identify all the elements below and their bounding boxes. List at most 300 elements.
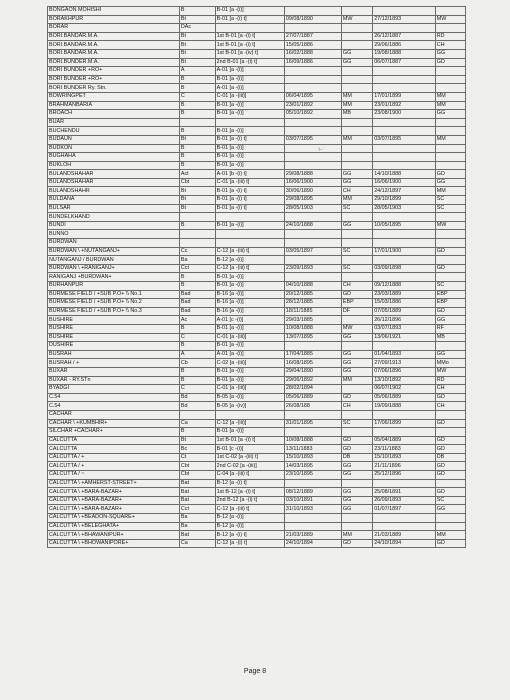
table-cell: DAc [179, 24, 215, 33]
table-cell: 24/12/1897 [373, 187, 436, 196]
table-cell: GG [341, 170, 372, 179]
table-cell: 1st B-12 [a -(i) t] [215, 488, 284, 497]
table-cell: MM [341, 135, 372, 144]
table-cell: 21/11/1896 [373, 462, 436, 471]
table-cell: CH [435, 385, 465, 394]
table-cell: C-12 [a -(iii) t] [215, 264, 284, 273]
table-cell: GD [435, 419, 465, 428]
table-row [48, 7, 466, 16]
table-cell: BULSAR [48, 204, 180, 213]
table-cell: BORI BUNDER Ry. Stn. [48, 84, 180, 93]
table-cell: 09/08/1890 [284, 15, 341, 24]
table-cell [435, 479, 465, 488]
table-cell: MM [341, 92, 372, 101]
table-cell [435, 514, 465, 523]
table-cell: B-01 [a -(i)] [215, 282, 284, 291]
table-cell: GG [341, 505, 372, 514]
table-cell: C-02 [a -(iii)] [215, 359, 284, 368]
table-cell: B-05 [a -(iv)] [215, 402, 284, 411]
table-cell [435, 273, 465, 282]
table-cell: GG [341, 367, 372, 376]
table-cell: BROACH [48, 110, 180, 119]
table-row [48, 350, 466, 359]
table-cell: A [179, 67, 215, 76]
table-cell: SC [341, 264, 372, 273]
table-cell: GD [435, 170, 465, 179]
table-cell: SC [341, 204, 372, 213]
table-cell: GG [435, 505, 465, 514]
table-cell: 27/09/1913 [373, 359, 436, 368]
table-cell: 21/03/1889 [373, 531, 436, 540]
table-row [48, 342, 466, 351]
table-cell [341, 75, 372, 84]
table-cell [341, 522, 372, 531]
table-row [48, 436, 466, 445]
table-cell: SC [435, 196, 465, 205]
table-cell: EBP [435, 299, 465, 308]
table-cell: BURHANPUR [48, 282, 180, 291]
table-row [48, 187, 466, 196]
table-cell: Ba [179, 514, 215, 523]
table-cell: BUNDELKHAND [48, 213, 180, 222]
table-cell: CH [435, 402, 465, 411]
table-cell: MW [435, 221, 465, 230]
table-cell [435, 522, 465, 531]
table-cell: GD [435, 264, 465, 273]
table-cell: BUSRAH [48, 350, 180, 359]
table-cell: 17/01/1899 [373, 92, 436, 101]
table-cell: 2nd B-01 [a -(i) t] [215, 58, 284, 67]
table-cell [435, 213, 465, 222]
table-row [48, 393, 466, 402]
table-cell [373, 239, 436, 248]
table-cell: GD [341, 290, 372, 299]
table-cell: B-01 [a -(i)] [215, 161, 284, 170]
table-cell: Bt [179, 49, 215, 58]
table-cell: 19/08/1888 [373, 49, 436, 58]
table-cell: 28/05/1903 [373, 204, 436, 213]
table-cell: GG [341, 350, 372, 359]
table-cell: MM [341, 531, 372, 540]
table-row [48, 101, 466, 110]
table-cell: GG [435, 110, 465, 119]
table-cell: BURMESE FIELD / +SUB P.O+ \\ No.3 [48, 307, 180, 316]
table-cell: 26/12/1896 [373, 316, 436, 325]
table-cell: GG [341, 333, 372, 342]
table-cell: BOWRINGPET [48, 92, 180, 101]
table-cell [341, 153, 372, 162]
table-cell: RANIGANJ +BURDWAN+ [48, 273, 180, 282]
table-cell [341, 161, 372, 170]
table-cell [341, 385, 372, 394]
table-cell: C-12 [a -(iii)] [215, 419, 284, 428]
table-cell: B [179, 84, 215, 93]
table-cell: BUSRAH / + [48, 359, 180, 368]
table-cell: Bat [179, 488, 215, 497]
table-cell [435, 144, 465, 153]
table-cell: GG [341, 178, 372, 187]
table-row [48, 531, 466, 540]
table-row [48, 316, 466, 325]
table-cell [435, 230, 465, 239]
table-cell: B-12 [a -(i)] [215, 256, 284, 265]
table-row [48, 264, 466, 273]
table-cell: BUDAUN [48, 135, 180, 144]
table-cell: 24/10/1888 [284, 221, 341, 230]
table-cell: Bat [179, 479, 215, 488]
table-row [48, 230, 466, 239]
table-row [48, 273, 466, 282]
table-cell: NUTANGANJ / BURDWAN [48, 256, 180, 265]
table-cell [373, 84, 436, 93]
table-cell: BORI.BANDAR.M.A. [48, 41, 180, 50]
table-row [48, 428, 466, 437]
table-cell [215, 239, 284, 248]
table-cell: EBP [435, 290, 465, 299]
table-cell: BUNNO [48, 230, 180, 239]
table-cell: SC [435, 204, 465, 213]
table-cell: 17/06/1899 [373, 419, 436, 428]
table-cell: B [179, 7, 215, 16]
table-cell: B-01 [a -(i)] [215, 342, 284, 351]
table-cell: 10/08/1888 [284, 324, 341, 333]
table-cell: GG [435, 178, 465, 187]
table-cell: 25/12/1896 [373, 471, 436, 480]
table-cell: 20/12/1885 [284, 290, 341, 299]
table-row [48, 471, 466, 480]
table-cell [179, 239, 215, 248]
table-cell: 1st B-01 [a -(i) t] [215, 436, 284, 445]
table-cell: B [179, 324, 215, 333]
table-cell [373, 7, 436, 16]
table-cell [284, 410, 341, 419]
table-row [48, 282, 466, 291]
table-cell: Cb [179, 359, 215, 368]
table-cell: BONGAON MOHISHI [48, 7, 180, 16]
table-cell: B-01 [a -(i)] [215, 324, 284, 333]
table-cell: C [179, 333, 215, 342]
table-row [48, 488, 466, 497]
table-cell: 03/10/1891 [284, 496, 341, 505]
table-cell: B-01 [a -(i) t] [215, 187, 284, 196]
table-row [48, 84, 466, 93]
table-cell: 16/08/1895 [284, 359, 341, 368]
table-cell: 15/05/1886 [284, 41, 341, 50]
table-cell: 16/02/1888 [284, 49, 341, 58]
table-row [48, 307, 466, 316]
table-row [48, 367, 466, 376]
table-row [48, 135, 466, 144]
table-cell [435, 127, 465, 136]
table-cell [373, 161, 436, 170]
table-cell: 29/03/1885 [284, 316, 341, 325]
table-cell: CALCUTTA [48, 445, 180, 454]
table-cell: GG [341, 471, 372, 480]
table-cell: 27/12/1893 [373, 15, 436, 24]
table-cell [284, 428, 341, 437]
table-row [48, 75, 466, 84]
table-cell: BULANDSHAHAR [48, 178, 180, 187]
table-cell: 16/06/1900 [373, 178, 436, 187]
table-cell: 2nd B-12 [a -(i) t] [215, 496, 284, 505]
table-cell: GD [435, 393, 465, 402]
table-cell: B [179, 110, 215, 119]
table-cell: 30/06/1890 [284, 187, 341, 196]
table-cell: B [179, 101, 215, 110]
table-cell [284, 7, 341, 16]
table-cell: BURDWAN \ +RANIGANJ+ [48, 264, 180, 273]
table-cell [341, 342, 372, 351]
table-cell [373, 514, 436, 523]
table-cell: Cbt [179, 462, 215, 471]
table-cell [284, 256, 341, 265]
table-row [48, 118, 466, 127]
table-cell: 13/11/1883 [284, 445, 341, 454]
table-cell [435, 410, 465, 419]
table-cell: 31/01/1895 [284, 419, 341, 428]
table-cell: 13/07/1895 [284, 333, 341, 342]
table-row [48, 110, 466, 119]
table-cell [373, 75, 436, 84]
table-cell [341, 118, 372, 127]
table-cell: BURDWAN [48, 239, 180, 248]
table-cell [341, 410, 372, 419]
table-cell [284, 161, 341, 170]
table-cell: GD [341, 445, 372, 454]
table-cell [284, 84, 341, 93]
table-cell: 06/07/1902 [373, 385, 436, 394]
table-cell: B [179, 428, 215, 437]
table-cell: 18/11/1885 [284, 307, 341, 316]
table-cell [341, 41, 372, 50]
table-cell: BUCHENDU [48, 127, 180, 136]
table-row [48, 196, 466, 205]
table-cell: B [179, 282, 215, 291]
table-cell: 1st B-01 [a -(i) t] [215, 32, 284, 41]
table-cell: BUSHIRE [48, 324, 180, 333]
table-cell: MM [341, 196, 372, 205]
table-row [48, 221, 466, 230]
table-cell: CALCUTTA \ +BARA-BAZAR+ [48, 488, 180, 497]
table-row [48, 204, 466, 213]
table-cell: CALCUTTA \ +BARA-BAZAR+ [48, 496, 180, 505]
table-cell: 09/12/1888 [373, 282, 436, 291]
table-cell: B-16 [a -(i)] [215, 307, 284, 316]
table-cell: BULDANA [48, 196, 180, 205]
table-row [48, 522, 466, 531]
table-cell: B [179, 75, 215, 84]
table-cell: 23/03/1889 [373, 290, 436, 299]
table-cell: BUXAR - RY.STn [48, 376, 180, 385]
table-cell: Ca [179, 539, 215, 548]
table-cell [341, 32, 372, 41]
table-cell: Bad [179, 299, 215, 308]
table-row [48, 32, 466, 41]
table-cell [284, 75, 341, 84]
table-cell [373, 230, 436, 239]
table-cell: C [179, 92, 215, 101]
table-cell: Bd [179, 393, 215, 402]
table-cell: CALCUTTA \ +BHAWANIPUR+ [48, 531, 180, 540]
table-cell: C-01 [a -(iii) t] [215, 178, 284, 187]
table-cell: BORAR [48, 24, 180, 33]
table-cell: MM [435, 187, 465, 196]
table-row [48, 213, 466, 222]
table-cell [373, 428, 436, 437]
table-cell: Cbt [179, 178, 215, 187]
table-row [48, 178, 466, 187]
table-cell: SC [435, 282, 465, 291]
table-row [48, 256, 466, 265]
table-cell: GD [341, 436, 372, 445]
table-cell: Bt [179, 204, 215, 213]
table-cell: Bc [179, 445, 215, 454]
table-cell: CH [341, 187, 372, 196]
table-cell: B-12 [a -(i)] [215, 522, 284, 531]
table-cell: BYADGI [48, 385, 180, 394]
table-row [48, 92, 466, 101]
table-cell: 10/08/1888 [284, 436, 341, 445]
table-cell: A-01 [b -(i) t] [215, 170, 284, 179]
table-cell: GD [341, 539, 372, 548]
table-cell: Bad [179, 290, 215, 299]
table-cell [435, 256, 465, 265]
table-cell [179, 230, 215, 239]
table-cell: Ct [179, 453, 215, 462]
table-cell: 1st C-02 [a -(iii) t] [215, 453, 284, 462]
table-cell: GD [435, 436, 465, 445]
table-cell: B-01 [a -(i)] [215, 153, 284, 162]
table-cell: 23/08/1900 [373, 110, 436, 119]
table-row [48, 290, 466, 299]
table-cell: B-01 [a -(i) t] [215, 196, 284, 205]
table-row [48, 376, 466, 385]
table-cell: BUDKON [48, 144, 180, 153]
table-cell: B-12 [a -(i) t] [215, 479, 284, 488]
table-cell: Ac [179, 316, 215, 325]
table-cell: B [179, 273, 215, 282]
table-cell [284, 213, 341, 222]
table-cell: Cct [179, 264, 215, 273]
table-cell [284, 144, 341, 153]
table-cell [341, 7, 372, 16]
table-row [48, 170, 466, 179]
table-cell [284, 239, 341, 248]
table-cell: BORI BUNDER +RO+ [48, 67, 180, 76]
table-cell: 19/09/1888 [373, 402, 436, 411]
table-cell: CALCUTTA \ +BHOWANIPORE+ [48, 539, 180, 548]
table-row [48, 41, 466, 50]
table-cell: B [179, 342, 215, 351]
table-cell: 07/05/1889 [373, 307, 436, 316]
table-cell: 05/06/1889 [373, 393, 436, 402]
table-cell: BUKLOH [48, 161, 180, 170]
table-cell: 26/08/188 [284, 402, 341, 411]
table-cell: Bt [179, 41, 215, 50]
table-row [48, 514, 466, 523]
table-cell: BUSHIRE [48, 316, 180, 325]
table-cell: Ca [179, 419, 215, 428]
table-cell: GG [341, 359, 372, 368]
table-cell: GD [435, 445, 465, 454]
table-cell: 23/09/1893 [284, 264, 341, 273]
table-cell: B [179, 127, 215, 136]
table-cell: A-01 [c -(i)] [215, 316, 284, 325]
table-cell [215, 410, 284, 419]
table-cell: B-01 [a -(i)] [215, 428, 284, 437]
table-cell: BURMESE FIELD / +SUB P.O+ \\ No.1 [48, 290, 180, 299]
table-cell [284, 67, 341, 76]
table-cell: CALCUTTA \ +BELEGHATA+ [48, 522, 180, 531]
table-cell: CACHAR \ +KUMBHIR+ [48, 419, 180, 428]
table-cell: MM [341, 376, 372, 385]
table-cell: 13/06/1921 [373, 333, 436, 342]
table-cell: DUSHIRE [48, 342, 180, 351]
table-cell [373, 342, 436, 351]
table-cell: A-01 [a -(i)] [215, 84, 284, 93]
table-cell [435, 7, 465, 16]
table-cell: 13/10/1892 [373, 376, 436, 385]
table-cell [373, 153, 436, 162]
table-cell: 03/07/1895 [373, 135, 436, 144]
table-cell: GD [435, 307, 465, 316]
table-cell [373, 144, 436, 153]
table-cell [373, 67, 436, 76]
table-row [48, 453, 466, 462]
table-cell: 05/06/1889 [284, 393, 341, 402]
table-cell: DF [341, 307, 372, 316]
table-cell: DB [341, 453, 372, 462]
table-cell: C-12 [a -(iii) t] [215, 505, 284, 514]
table-row [48, 24, 466, 33]
table-cell: Bt [179, 58, 215, 67]
table-cell: 23/11/1883 [373, 445, 436, 454]
table-cell: B-01 [c -(i)] [215, 445, 284, 454]
table-cell [373, 273, 436, 282]
table-cell: Bt [179, 135, 215, 144]
table-cell [373, 256, 436, 265]
table-cell [435, 24, 465, 33]
table-cell: 03/07/1895 [284, 135, 341, 144]
table-cell: BRAHMANBARIA [48, 101, 180, 110]
table-cell: B-01 [a -(i)] [215, 367, 284, 376]
table-cell: 1st B-01 [a -(i) t] [215, 41, 284, 50]
table-cell [435, 342, 465, 351]
table-cell [341, 24, 372, 33]
table-cell [341, 239, 372, 248]
table-row [48, 496, 466, 505]
table-cell: C-01 [a -(iii)] [215, 333, 284, 342]
table-cell: GD [341, 393, 372, 402]
table-cell [341, 316, 372, 325]
table-cell: 14/10/1888 [373, 170, 436, 179]
table-cell: B-01 [a -(i)] [215, 75, 284, 84]
table-cell: 16/09/1886 [284, 58, 341, 67]
table-cell: SC [341, 247, 372, 256]
table-cell: B-01 [a -(i) t] [215, 15, 284, 24]
table-row [48, 153, 466, 162]
table-cell: Bt [179, 196, 215, 205]
table-cell: B-01 [a -(i) t] [215, 204, 284, 213]
table-cell [341, 127, 372, 136]
table-cell: B-01 [a -(i)] [215, 144, 284, 153]
table-row [48, 462, 466, 471]
table-cell: 29/06/1892 [284, 376, 341, 385]
table-cell [373, 479, 436, 488]
table-cell [373, 24, 436, 33]
table-cell: GD [435, 462, 465, 471]
table-row [48, 239, 466, 248]
